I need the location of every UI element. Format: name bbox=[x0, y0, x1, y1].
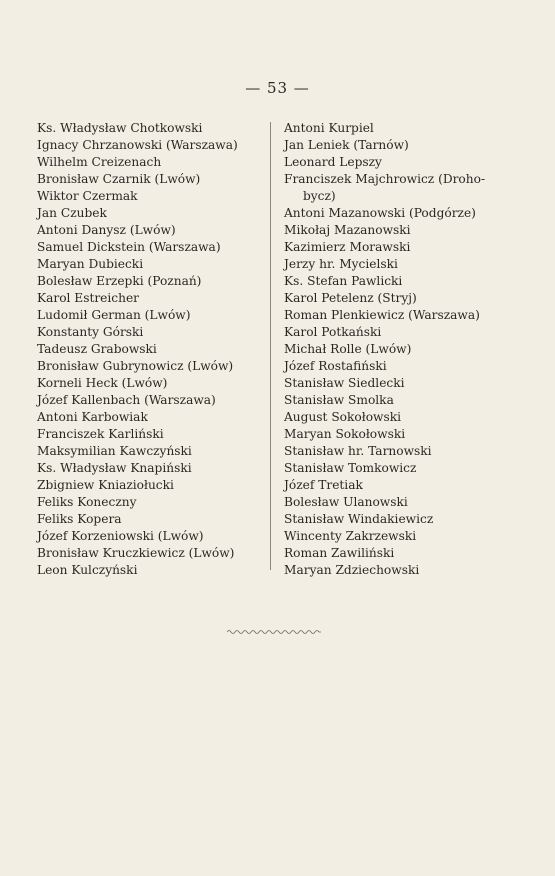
list-item-continuation: bycz) bbox=[303, 189, 336, 203]
list-item: Antoni Karbowiak bbox=[37, 410, 148, 424]
list-item: Samuel Dickstein (Warszawa) bbox=[37, 240, 221, 254]
list-item: Ludomił German (Lwów) bbox=[37, 308, 191, 322]
list-item: Wincenty Zakrzewski bbox=[284, 529, 417, 543]
list-item: Bronisław Kruczkiewicz (Lwów) bbox=[37, 546, 235, 560]
list-item: Bolesław Ulanowski bbox=[284, 495, 408, 509]
list-item: Franciszek Karliński bbox=[37, 427, 164, 441]
list-item: Feliks Kopera bbox=[37, 512, 122, 526]
list-item: Stanisław Windakiewicz bbox=[284, 512, 434, 526]
right-name-list bbox=[284, 120, 546, 579]
list-item: Bronisław Gubrynowicz (Lwów) bbox=[37, 359, 234, 373]
list-item: Korneli Heck (Lwów) bbox=[37, 376, 168, 390]
left-name-list bbox=[37, 120, 269, 579]
list-item: Ks. Władysław Knapiński bbox=[37, 461, 192, 475]
list-item: Stanisław Smolka bbox=[284, 393, 394, 407]
list-item: Tadeusz Grabowski bbox=[37, 342, 157, 356]
list-item: Maryan Sokołowski bbox=[284, 427, 406, 441]
list-item: Michał Rolle (Lwów) bbox=[284, 342, 412, 356]
list-item: Stanisław Siedlecki bbox=[284, 376, 405, 390]
list-item: Bronisław Czarnik (Lwów) bbox=[37, 172, 201, 186]
list-item: Antoni Danysz (Lwów) bbox=[37, 223, 176, 237]
list-item: Jan Leniek (Tarnów) bbox=[284, 138, 409, 152]
column-divider bbox=[270, 122, 271, 570]
list-item: Jan Czubek bbox=[37, 206, 107, 220]
list-item: Ks. Stefan Pawlicki bbox=[284, 274, 403, 288]
list-item: Maryan Dubiecki bbox=[37, 257, 144, 271]
list-item: Karol Estreicher bbox=[37, 291, 140, 305]
list-item: Jerzy hr. Mycielski bbox=[284, 257, 398, 271]
list-item: Ignacy Chrzanowski (Warszawa) bbox=[37, 138, 238, 152]
page-number: — 53 — bbox=[245, 79, 310, 97]
wavy-ornament-divider bbox=[227, 629, 321, 635]
list-item: Kazimierz Morawski bbox=[284, 240, 411, 254]
list-item: Wiktor Czermak bbox=[37, 189, 138, 203]
list-item: Zbigniew Kniaziołucki bbox=[37, 478, 174, 492]
list-item: Mikołaj Mazanowski bbox=[284, 223, 411, 237]
list-item: Antoni Mazanowski (Podgórze) bbox=[284, 206, 476, 220]
list-item: Bolesław Erzepki (Poznań) bbox=[37, 274, 202, 288]
list-item: Józef Rostafiński bbox=[284, 359, 387, 373]
list-item: Stanisław hr. Tarnowski bbox=[284, 444, 432, 458]
list-item: Feliks Koneczny bbox=[37, 495, 137, 509]
list-item: Józef Korzeniowski (Lwów) bbox=[37, 529, 204, 543]
list-item: Józef Tretiak bbox=[284, 478, 363, 492]
list-item: Leonard Lepszy bbox=[284, 155, 382, 169]
list-item: Karol Petelenz (Stryj) bbox=[284, 291, 417, 305]
list-item: August Sokołowski bbox=[284, 410, 401, 424]
list-item: Franciszek Majchrowicz (Droho- bbox=[284, 172, 486, 186]
list-item: Maryan Zdziechowski bbox=[284, 563, 420, 577]
list-item: Leon Kulczyński bbox=[37, 563, 138, 577]
list-item: Józef Kallenbach (Warszawa) bbox=[37, 393, 216, 407]
list-item: Antoni Kurpiel bbox=[284, 121, 374, 135]
list-item: Ks. Władysław Chotkowski bbox=[37, 121, 203, 135]
list-item: Konstanty Górski bbox=[37, 325, 144, 339]
list-item: Stanisław Tomkowicz bbox=[284, 461, 417, 475]
list-item: Roman Zawiliński bbox=[284, 546, 395, 560]
list-item: Karol Potkański bbox=[284, 325, 382, 339]
list-item: Roman Plenkiewicz (Warszawa) bbox=[284, 308, 480, 322]
list-item: Wilhelm Creizenach bbox=[37, 155, 162, 169]
list-item: Maksymilian Kawczyński bbox=[37, 444, 192, 458]
